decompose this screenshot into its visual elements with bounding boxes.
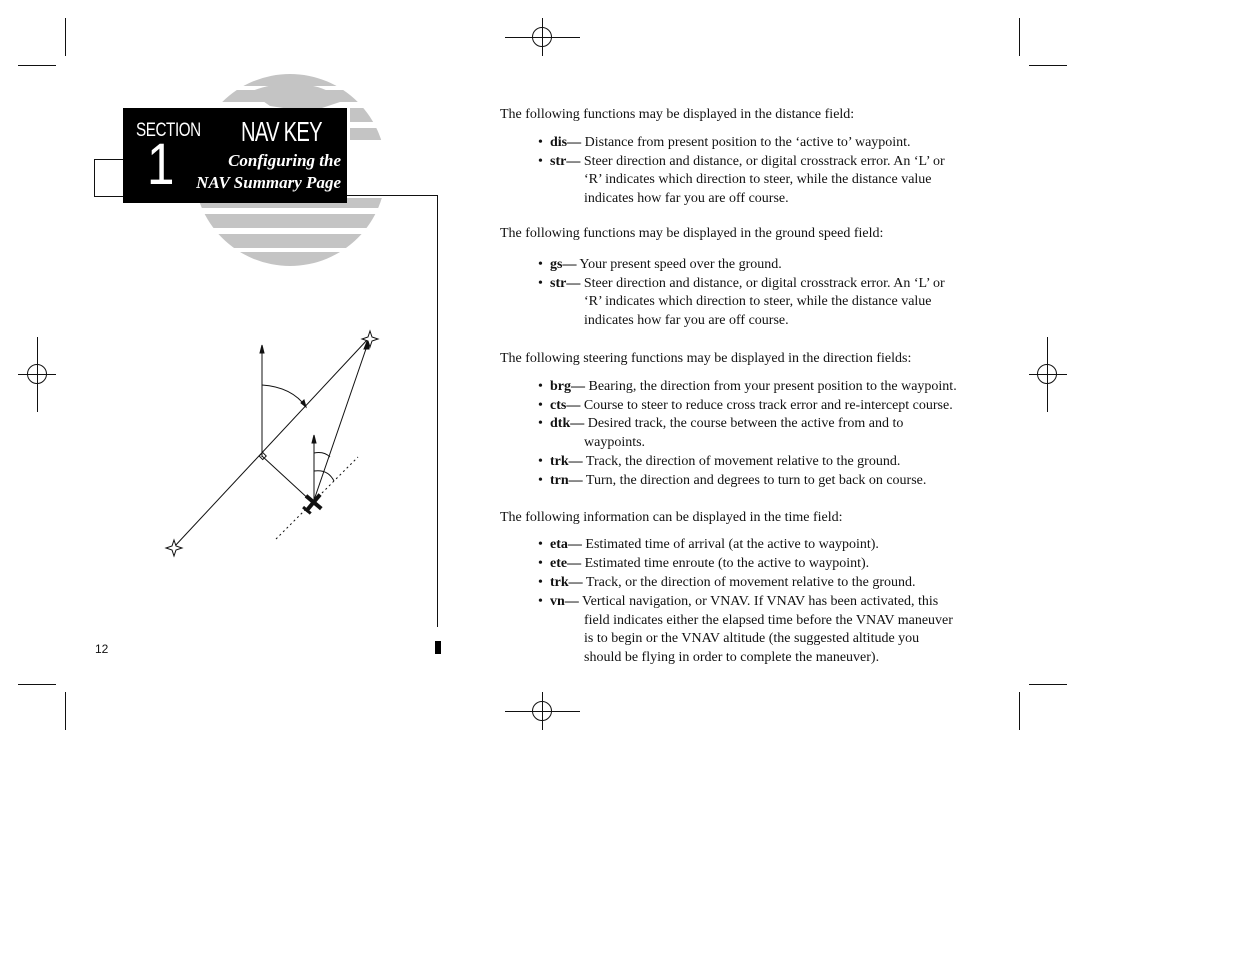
waypoint-icon [362, 331, 378, 347]
column-rule [437, 195, 438, 627]
section-subtitle [196, 150, 341, 194]
list-item: • dtk— Desired track, the course between the active from and to waypoints. [538, 416, 904, 451]
list-item: • vn— Vertical navigation, or VNAV. If VNAV has been activated, this field indicates either the elapsed time before the VNAV maneuver is to begin or the VNAV altitude (the suggested altitude you should be flying in order to complete the maneuver). [538, 593, 953, 666]
distance-function-list [500, 134, 960, 209]
section-subtitle-line2: NAV Summary Page [196, 173, 341, 192]
crop-mark [1029, 684, 1067, 685]
list-item: • ete— Estimated time enroute (to the active to waypoint). [538, 556, 870, 572]
section-subtitle-line1: Configuring the [228, 151, 341, 170]
intro-distance: The following functions may be displayed in the distance field: [500, 107, 855, 122]
list-item: • brg— Bearing, the direction from your present position to the waypoint. [538, 378, 957, 394]
crop-mark [1019, 692, 1020, 730]
section-title: NAV KEY [241, 116, 322, 147]
function-descriptions [500, 106, 960, 668]
crop-mark [65, 18, 66, 56]
crop-mark [18, 684, 56, 685]
aircraft-icon [298, 488, 327, 518]
waypoint-icon [166, 540, 182, 556]
crop-mark [1019, 18, 1020, 56]
list-item: • trk— Track, or the direction of movement relative to the ground. [538, 574, 916, 590]
column-rule-top [346, 195, 438, 196]
section-number: 1 [147, 132, 175, 197]
list-item: • str— Steer direction and distance, or digital crosstrack error. An ‘L’ or ‘R’ indicates which direction to steer, while the distance value indicates how far you are off course. [538, 153, 945, 207]
page-number: 12 [95, 642, 109, 656]
intro-ground-speed: The following functions may be displayed in the ground speed field: [500, 225, 884, 241]
crop-mark [1029, 65, 1067, 66]
crop-mark [18, 65, 56, 66]
list-item: • eta— Estimated time of arrival (at the active to waypoint). [538, 537, 879, 553]
section-tab [123, 108, 347, 203]
ground-speed-function-list [500, 256, 960, 331]
page-marker [435, 641, 441, 654]
crop-mark [65, 692, 66, 730]
list-item: • dis— Distance from present position to the ‘active to’ waypoint. [538, 134, 911, 150]
time-function-list [500, 536, 960, 668]
intro-time: The following information can be displayed in the time field: [500, 509, 843, 525]
section-label: SECTION [136, 120, 201, 141]
list-item: • trn— Turn, the direction and degrees to turn to get back on course. [538, 472, 927, 488]
list-item: • trk— Track, the direction of movement relative to the ground. [538, 453, 901, 469]
list-item: • gs— Your present speed over the ground. [538, 256, 782, 272]
list-item: • cts— Course to steer to reduce cross track error and re-intercept course. [538, 397, 953, 413]
nav-diagram [160, 325, 390, 565]
list-item: • str— Steer direction and distance, or digital crosstrack error. An ‘L’ or ‘R’ indicates which direction to steer, while the distance value indicates how far you are off course. [538, 275, 945, 329]
direction-function-list [500, 378, 960, 491]
intro-direction: The following steering functions may be displayed in the direction fields: [500, 350, 912, 366]
tab-frame [94, 159, 125, 197]
